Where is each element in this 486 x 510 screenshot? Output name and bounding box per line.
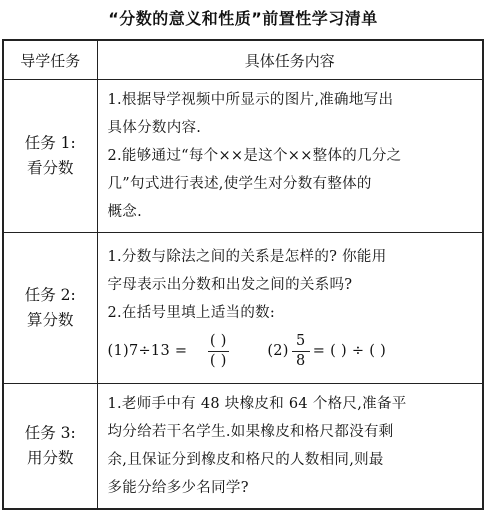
task-cell — [3, 233, 97, 384]
equation-2-label: (2) — [267, 343, 289, 359]
content-line: 2.能够通过“每个××是这个××整体的几分之 — [107, 148, 402, 164]
task-name: 用分数 — [26, 449, 74, 467]
task-cell — [3, 80, 97, 233]
content-line: 1.根据导学视频中所显示的图片,准确地写出 — [107, 92, 394, 108]
content-line: 具体分数内容. — [107, 120, 202, 136]
content-cell — [97, 384, 483, 510]
page-title: “分数的意义和性质”前置性学习清单 — [108, 9, 378, 28]
task-number: 任务 2: — [24, 286, 76, 304]
content-line: 字母表示出分数和出发之间的关系吗? — [107, 277, 353, 293]
content-line: 2.在括号里填上适当的数: — [107, 305, 276, 321]
table-row — [3, 80, 483, 233]
content-line: 几”句式进行表述,使学生对分数有整体的 — [107, 176, 372, 192]
content-cell — [97, 233, 483, 384]
fraction-blank — [190, 332, 246, 371]
header-content: 具体任务内容 — [97, 40, 483, 80]
equation-2-rhs: = ( ) ÷ ( ) — [312, 343, 387, 359]
table-header-row — [3, 40, 483, 80]
study-list-table — [2, 39, 484, 510]
equation-1-lhs: (1)7÷13 = — [107, 343, 188, 359]
task-cell — [3, 384, 97, 510]
fraction-five-eighths — [292, 332, 310, 371]
fraction-denominator-blank: ( ) — [209, 352, 227, 369]
task-name: 算分数 — [26, 311, 74, 329]
header-task: 导学任务 — [3, 40, 97, 80]
content-line: 余,且保证分到橡皮和格尺的人数相同,则最 — [107, 452, 384, 468]
content-line: 概念. — [107, 204, 143, 220]
task-number: 任务 1: — [24, 134, 76, 152]
equation-line — [108, 329, 473, 373]
fraction-numerator: 5 — [292, 332, 310, 352]
fraction-denominator: 8 — [296, 352, 306, 369]
content-cell — [97, 80, 483, 233]
content-line: 多能分给多少名同学? — [107, 480, 249, 496]
task-number: 任务 3: — [24, 424, 76, 442]
fraction-numerator-blank: ( ) — [208, 332, 229, 352]
content-line: 1.分数与除法之间的关系是怎样的? 你能用 — [107, 249, 387, 265]
content-line: 均分给若干名学生.如果橡皮和格尺都没有剩 — [107, 424, 394, 440]
table-row — [3, 233, 483, 384]
table-row — [3, 384, 483, 510]
task-name: 看分数 — [26, 159, 74, 177]
content-line: 1.老师手中有 48 块橡皮和 64 个格尺,准备平 — [107, 396, 407, 412]
